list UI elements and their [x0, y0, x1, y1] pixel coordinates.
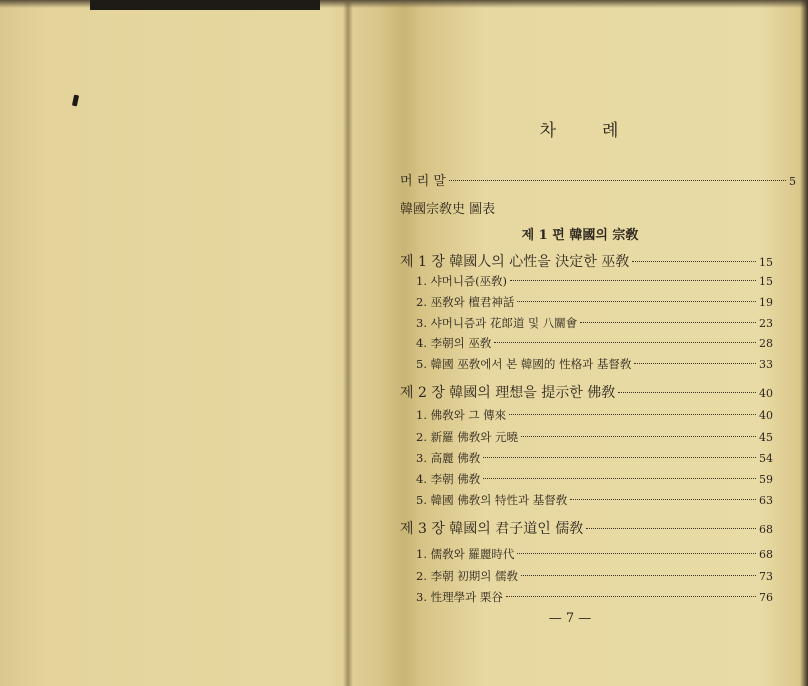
- entry-label: 2. 巫敎와 檀君神話: [416, 295, 515, 309]
- entry-label: 4. 李朝 佛敎: [416, 472, 481, 486]
- dot-leader: [483, 457, 756, 458]
- entry-label: 3. 高麗 佛敎: [416, 451, 481, 465]
- toc-preface-entry: [400, 170, 796, 189]
- entry-label: 2. 李朝 初期의 儒敎: [416, 569, 519, 583]
- entry-label: 1. 儒敎와 羅麗時代: [416, 547, 515, 561]
- entry-page: 59: [759, 473, 773, 486]
- entry-label: 1. 佛敎와 그 傳來: [416, 408, 507, 422]
- toc-section-entry: [416, 273, 773, 289]
- toc-section-entry: [416, 294, 773, 310]
- entry-page: 15: [759, 256, 773, 269]
- entry-label: 4. 李朝의 巫敎: [416, 336, 492, 350]
- dot-leader: [510, 280, 756, 281]
- entry-label: 5. 韓國 佛敎의 特性과 基督敎: [416, 493, 568, 507]
- entry-page: 68: [759, 523, 773, 536]
- dot-leader: [517, 301, 756, 302]
- page-right-shadow: [800, 0, 808, 686]
- entry-page: 54: [759, 452, 773, 465]
- dot-leader: [449, 180, 786, 181]
- dot-leader: [570, 499, 756, 500]
- dot-leader: [521, 575, 756, 576]
- toc-section-entry: [416, 356, 773, 372]
- entry-page: 45: [759, 431, 773, 444]
- toc-section-entry: [416, 429, 773, 445]
- toc-title: [352, 116, 808, 141]
- toc-chapter-entry: [400, 251, 773, 271]
- left-blank-page: [0, 0, 346, 686]
- dot-leader: [586, 528, 756, 529]
- toc-section-entry: [416, 407, 773, 423]
- dot-leader: [509, 414, 756, 415]
- toc-section-entry: [416, 492, 773, 508]
- entry-page: 33: [759, 358, 773, 371]
- entry-label: 5. 韓國 巫敎에서 본 韓國的 性格과 基督敎: [416, 357, 632, 371]
- toc-section-entry: [416, 450, 773, 466]
- entry-label: 제 2 장 韓國의 理想을 提示한 佛敎: [400, 385, 616, 401]
- entry-label: 1. 샤머니즘(巫敎): [416, 274, 508, 288]
- entry-label: 2. 新羅 佛敎와 元曉: [416, 430, 519, 444]
- toc-section-entry: [416, 471, 773, 487]
- toc-part-heading: 제 1 편 韓國의 宗敎: [521, 228, 639, 243]
- entry-page: 28: [759, 337, 773, 350]
- toc-title-char-1: 차: [539, 121, 558, 141]
- dot-leader: [506, 596, 756, 597]
- dot-leader: [483, 478, 756, 479]
- entry-page: 5: [789, 175, 796, 188]
- dot-leader: [517, 553, 756, 554]
- entry-page: 76: [759, 591, 773, 604]
- entry-label: 제 3 장 韓國의 君子道인 儒敎: [400, 521, 584, 537]
- dot-leader: [521, 436, 756, 437]
- dot-leader: [634, 363, 756, 364]
- dot-leader: [618, 392, 756, 393]
- entry-label: 제 1 장 韓國人의 心性을 決定한 巫敎: [400, 254, 630, 270]
- toc-section-entry: [416, 315, 773, 331]
- entry-page: 40: [759, 409, 773, 422]
- entry-page: 68: [759, 548, 773, 561]
- dot-leader: [580, 322, 756, 323]
- entry-label: 3. 性理學과 栗谷: [416, 590, 503, 604]
- toc-chapter-entry: [400, 518, 773, 538]
- entry-page: 73: [759, 570, 773, 583]
- toc-section-entry: [416, 568, 773, 584]
- contents-page: [352, 0, 800, 686]
- toc-chart-entry: 韓國宗敎史 圖表: [400, 202, 496, 217]
- entry-page: 15: [759, 275, 773, 288]
- entry-page: 19: [759, 296, 773, 309]
- entry-label: 머 리 말: [400, 174, 446, 189]
- toc-chapter-entry: [400, 382, 773, 402]
- entry-label: 3. 샤머니즘과 花郞道 및 八關會: [416, 316, 578, 330]
- entry-page: 23: [759, 317, 773, 330]
- toc-section-entry: [416, 589, 773, 605]
- dot-leader: [494, 342, 756, 343]
- toc-section-entry: [416, 546, 773, 562]
- dot-leader: [632, 261, 756, 262]
- toc-section-entry: [416, 335, 773, 351]
- entry-page: 40: [759, 387, 773, 400]
- ink-fleck: [72, 95, 79, 107]
- toc-title-char-2: 례: [602, 121, 621, 141]
- entry-page: 63: [759, 494, 773, 507]
- page-number-footer: — 7 —: [548, 611, 592, 626]
